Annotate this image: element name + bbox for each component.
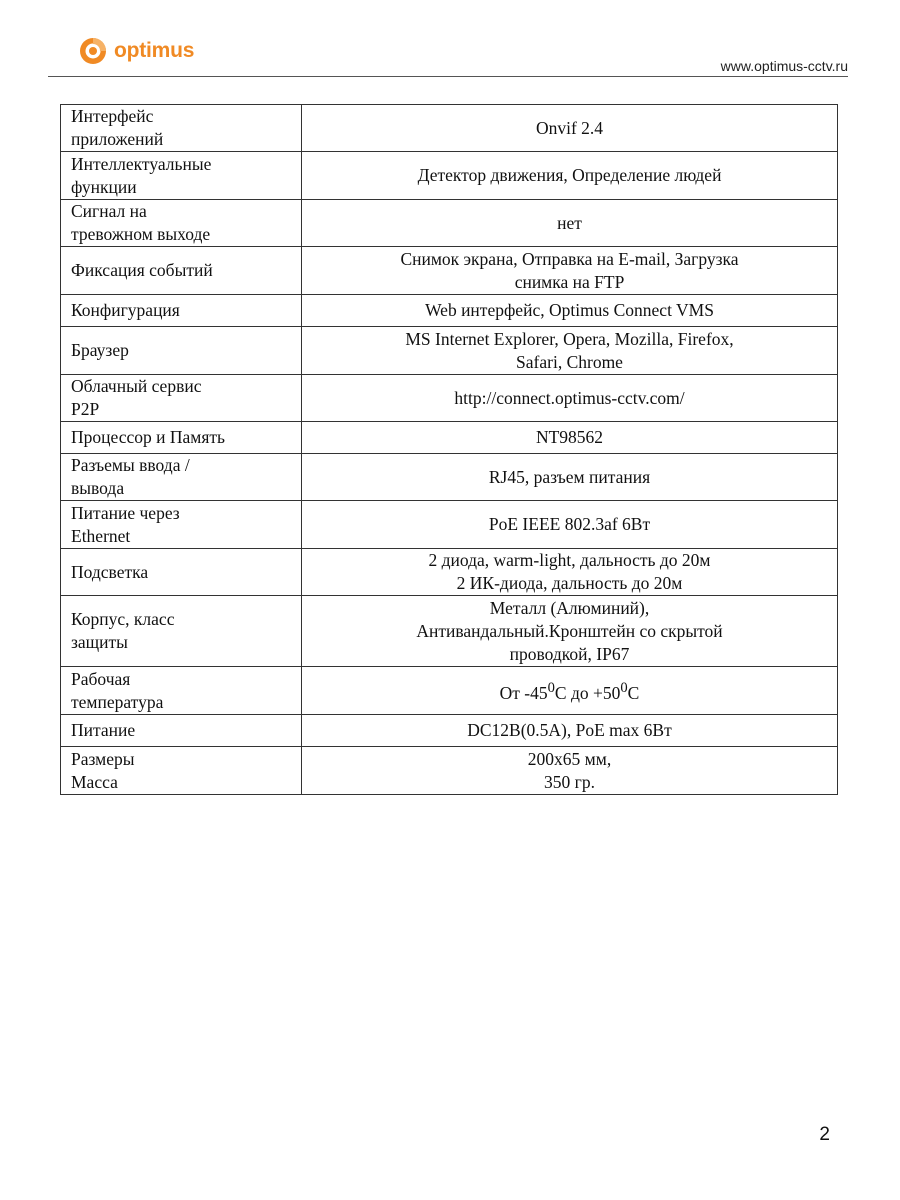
value-cell: Металл (Алюминий), Антивандальный.Кронштейн со скрытой проводкой, IP67 — [302, 596, 838, 667]
value-cell: Onvif 2.4 — [302, 105, 838, 152]
table-row — [61, 715, 838, 747]
brand-logo — [78, 34, 194, 68]
table-row — [61, 375, 838, 422]
param-cell: Процессор и Память — [61, 422, 302, 454]
table-row — [61, 152, 838, 200]
param-cell: Конфигурация — [61, 295, 302, 327]
param-cell: Размеры Масса — [61, 747, 302, 795]
param-cell: Питание через Ethernet — [61, 501, 302, 549]
table-row — [61, 422, 838, 454]
temp-mid: С до +50 — [554, 682, 621, 703]
param-cell: Фиксация событий — [61, 247, 302, 295]
param-cell: Питание — [61, 715, 302, 747]
value-cell: 200x65 мм, 350 гр. — [302, 747, 838, 795]
param-cell: Интерфейс приложений — [61, 105, 302, 152]
param-cell: Облачный сервис P2P — [61, 375, 302, 422]
table-row — [61, 549, 838, 596]
page-number: 2 — [819, 1124, 830, 1145]
table-row — [61, 247, 838, 295]
table-row — [61, 200, 838, 247]
spec-table — [60, 104, 838, 795]
param-cell: Браузер — [61, 327, 302, 375]
header-divider — [48, 76, 848, 77]
degree-sup: 0 — [547, 679, 555, 696]
param-cell: Сигнал на тревожном выходе — [61, 200, 302, 247]
param-cell: Интеллектуальные функции — [61, 152, 302, 200]
value-cell: PoE IEEE 802.3af 6Вт — [302, 501, 838, 549]
value-cell: RJ45, разъем питания — [302, 454, 838, 501]
temp-prefix: От -45 — [499, 682, 548, 703]
temp-suffix: С — [627, 682, 640, 703]
param-cell: Корпус, класс защиты — [61, 596, 302, 667]
value-cell: Детектор движения, Определение людей — [302, 152, 838, 200]
degree-sup: 0 — [620, 679, 628, 696]
param-cell: Подсветка — [61, 549, 302, 596]
value-cell: NT98562 — [302, 422, 838, 454]
param-cell: Рабочая температура — [61, 667, 302, 715]
logo-text: optimus — [114, 39, 195, 62]
value-cell: DC12В(0.5А), PoE max 6Вт — [302, 715, 838, 747]
table-row — [61, 105, 838, 152]
value-cell: MS Internet Explorer, Opera, Mozilla, Firefox, Safari, Chrome — [302, 327, 838, 375]
value-cell — [302, 667, 838, 715]
value-cell: Снимок экрана, Отправка на E-mail, Загрузка снимка на FTP — [302, 247, 838, 295]
table-row — [61, 454, 838, 501]
value-cell: 2 диода, warm-light, дальность до 20м 2 ИК-диода, дальность до 20м — [302, 549, 838, 596]
table-row — [61, 596, 838, 667]
table-row — [61, 295, 838, 327]
table-row — [61, 327, 838, 375]
table-row — [61, 747, 838, 795]
optimus-logo-icon — [78, 36, 108, 66]
table-row — [61, 667, 838, 715]
value-cell: нет — [302, 200, 838, 247]
value-cell: http://connect.optimus-cctv.com/ — [302, 375, 838, 422]
param-cell: Разъемы ввода / вывода — [61, 454, 302, 501]
value-cell: Web интерфейс, Optimus Connect VMS — [302, 295, 838, 327]
table-row — [61, 501, 838, 549]
site-url[interactable]: www.optimus-cctv.ru — [720, 58, 848, 74]
